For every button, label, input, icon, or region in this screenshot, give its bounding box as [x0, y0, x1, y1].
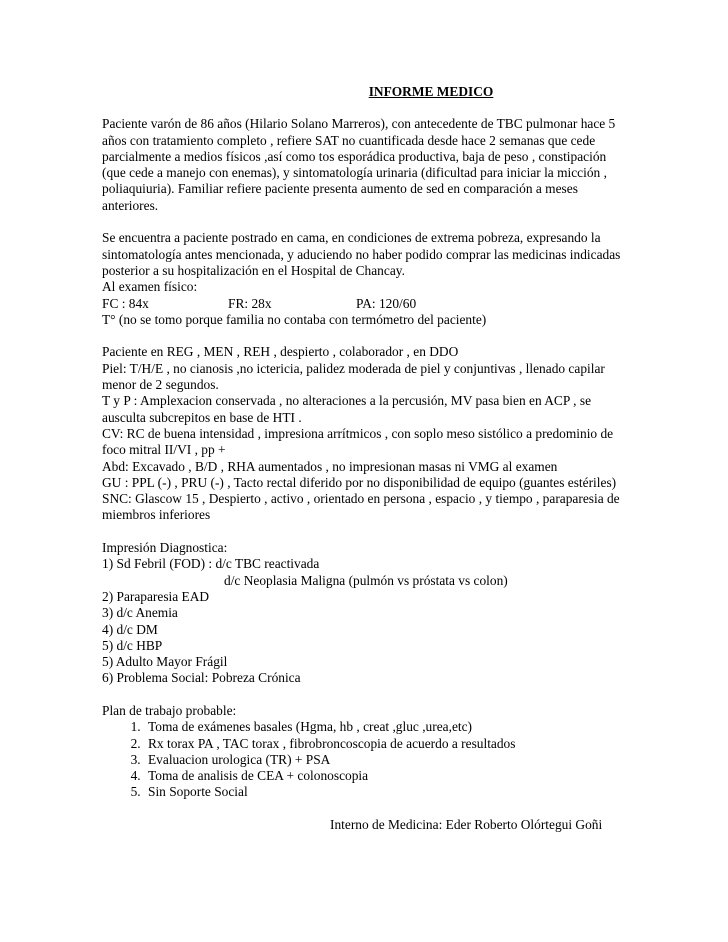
plan-item: 5. Sin Soporte Social	[144, 784, 628, 800]
impression-item: 6) Problema Social: Pobreza Crónica	[102, 670, 301, 686]
exam-label: Al examen físico:	[102, 279, 198, 295]
document-title: INFORME MEDICO	[368, 84, 494, 99]
impression-item-sub: d/c Neoplasia Maligna (pulmón vs próstata vs colon)	[224, 572, 508, 588]
impression-label: Impresión Diagnostica:	[102, 540, 228, 556]
impression-item: 3) d/c Anemia	[102, 605, 178, 621]
impression-item: 5) d/c HBP	[102, 637, 163, 653]
impression-item: 5) Adulto Mayor Frágil	[102, 654, 228, 670]
plan-item: 3. Evaluacion urologica (TR) + PSA	[144, 752, 628, 768]
temperature-line: T° (no se tomo porque familia no contaba con termómetro del paciente)	[102, 311, 487, 327]
vital-fc: FC : 84x	[102, 295, 149, 311]
impression-item: 2) Paraparesia EAD	[102, 588, 210, 604]
plan-item: 2. Rx torax PA , TAC torax , fibrobroncoscopia de acuerdo a resultados	[144, 736, 628, 752]
vital-fr: FR: 28x	[228, 295, 272, 311]
exam-line: GU : PPL (-) , PRU (-) , Tacto rectal diferido por no disponibilidad de equipo (guantes estériles)	[102, 474, 617, 490]
exam-line: T y P : Amplexacion conservada , no alteraciones a la percusión, MV pasa bien en ACP , se ausculta subcrepitos en base de HTI .	[102, 393, 592, 425]
plan-item: 1. Toma de exámenes basales (Hgma, hb , creat ,gluc ,urea,etc)	[144, 719, 628, 735]
vitals-row	[102, 296, 628, 312]
impression-item: 1) Sd Febril (FOD) : d/c TBC reactivada	[102, 556, 320, 572]
exam-line: CV: RC de buena intensidad , impresiona arrítmicos , con soplo meso sistólico a predominio de foco mitral II/VI , pp +	[102, 425, 614, 458]
impression-item: 4) d/c DM	[102, 621, 158, 637]
history-paragraph: Paciente varón de 86 años (Hilario Solano Marreros), con antecedente de TBC pulmonar hace 5 años con tratamiento completo , refiere SAT no cuantificada desde hace 2 semanas que cede parcialmente a medios físicos ,así como tos esporádica productiva, baja de peso , constipación (que cede a manejo con enemas), y sintomatología urinaria (dificultad para iniciar la micción , poliaquiuria). Familiar refiere paciente presenta aumento de sed en comparación a meses anteriores.	[102, 116, 616, 213]
signature: Interno de Medicina: Eder Roberto Olórtegui Goñi	[330, 816, 603, 832]
exam-line: SNC: Glascow 15 , Despierto , activo , orientado en persona , espacio , y tiempo , paraparesia de miembros inferiores	[102, 491, 620, 523]
situation-paragraph: Se encuentra a paciente postrado en cama, en condiciones de extrema pobreza, expresando la sintomatología antes mencionada, y aduciendo no haber podido comprar las medicinas indicadas posterior a su hospitalización en el Hospital de Chancay.	[102, 230, 621, 278]
exam-line: Paciente en REG , MEN , REH , despierto , colaborador , en DDO	[102, 344, 459, 360]
plan-item: 4. Toma de analisis de CEA + colonoscopia	[144, 768, 628, 784]
plan-list	[102, 719, 628, 800]
plan-label: Plan de trabajo probable:	[102, 702, 237, 718]
exam-line: Abd: Excavado , B/D , RHA aumentados , no impresionan masas ni VMG al examen	[102, 458, 558, 474]
vital-pa: PA: 120/60	[356, 295, 417, 311]
exam-line: Piel: T/H/E , no cianosis ,no ictericia, palidez moderada de piel y conjuntivas , llenado capilar menor de 2 segundos.	[102, 360, 605, 393]
